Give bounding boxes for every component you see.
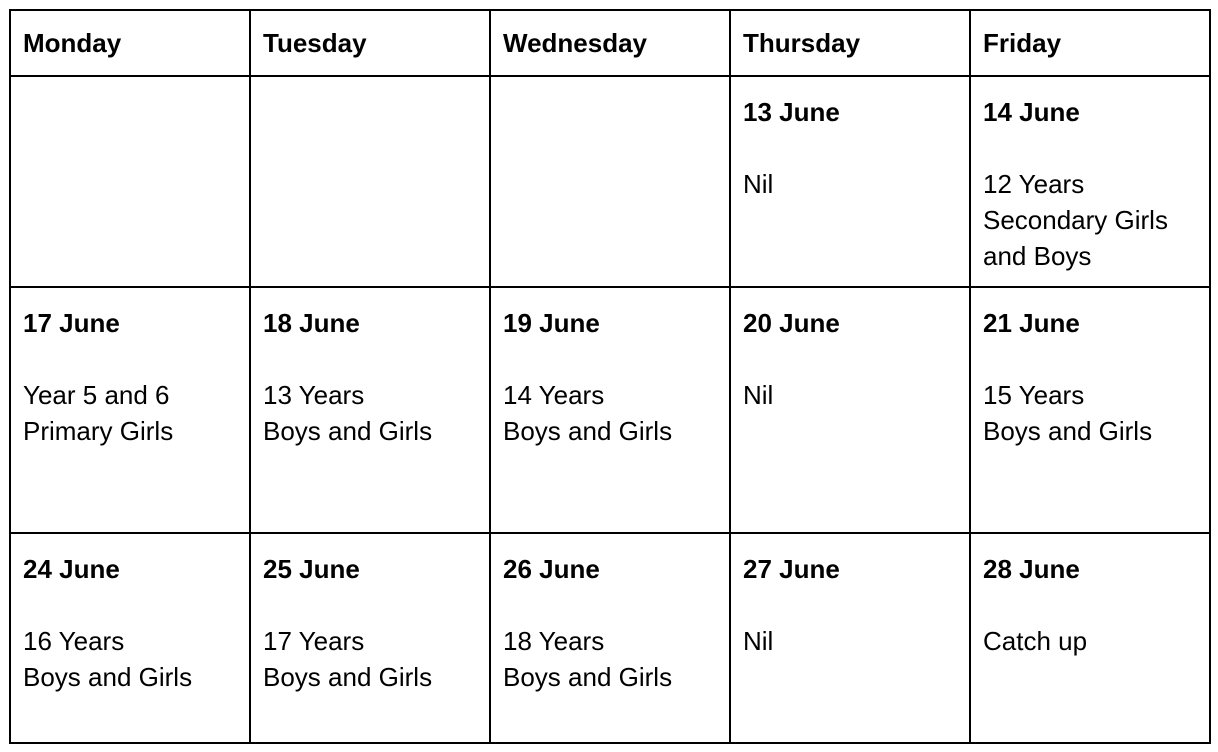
- cell-date: 13 June: [743, 97, 840, 127]
- day-cell: [10, 533, 250, 743]
- cell-date: 24 June: [23, 554, 120, 584]
- cell-date: 28 June: [983, 554, 1080, 584]
- cell-date: 14 June: [983, 97, 1080, 127]
- day-cell: [970, 287, 1210, 533]
- cell-description: Nil: [743, 380, 774, 410]
- cell-description: 18 Years Boys and Girls: [503, 626, 673, 692]
- cell-description: Catch up: [983, 626, 1088, 656]
- day-cell: [490, 533, 730, 743]
- cell-date: 27 June: [743, 554, 840, 584]
- day-cell: [250, 533, 490, 743]
- cell-description: 15 Years Boys and Girls: [983, 380, 1153, 446]
- day-cell: [490, 287, 730, 533]
- cell-date: 21 June: [983, 308, 1080, 338]
- header-monday: Monday: [10, 10, 250, 76]
- cell-date: 18 June: [263, 308, 360, 338]
- cell-date: 20 June: [743, 308, 840, 338]
- header-thursday: Thursday: [730, 10, 970, 76]
- cell-description: Nil: [743, 626, 774, 656]
- day-cell: [970, 76, 1210, 287]
- cell-date: 17 June: [23, 308, 120, 338]
- day-cell: [490, 76, 730, 287]
- day-cell: [730, 76, 970, 287]
- day-cell: [250, 287, 490, 533]
- week-row: [10, 287, 1210, 533]
- cell-date: 19 June: [503, 308, 600, 338]
- schedule-table: [9, 9, 1211, 744]
- cell-date: [23, 77, 237, 130]
- cell-date: [503, 77, 717, 130]
- cell-description: 13 Years Boys and Girls: [263, 380, 433, 446]
- cell-date: 26 June: [503, 554, 600, 584]
- header-friday: Friday: [970, 10, 1210, 76]
- cell-description: Nil: [743, 169, 774, 199]
- day-cell: [970, 533, 1210, 743]
- cell-description: Year 5 and 6 Primary Girls: [23, 380, 174, 446]
- day-cell: [730, 287, 970, 533]
- cell-description: 16 Years Boys and Girls: [23, 626, 193, 692]
- cell-date: [263, 77, 477, 130]
- day-cell: [10, 76, 250, 287]
- cell-description: 17 Years Boys and Girls: [263, 626, 433, 692]
- cell-description: 14 Years Boys and Girls: [503, 380, 673, 446]
- header-row: [10, 10, 1210, 76]
- day-cell: [250, 76, 490, 287]
- header-wednesday: Wednesday: [490, 10, 730, 76]
- week-row: [10, 533, 1210, 743]
- cell-description: 12 Years Secondary Girls and Boys: [983, 169, 1168, 271]
- week-row: [10, 76, 1210, 287]
- day-cell: [10, 287, 250, 533]
- header-tuesday: Tuesday: [250, 10, 490, 76]
- cell-date: 25 June: [263, 554, 360, 584]
- day-cell: [730, 533, 970, 743]
